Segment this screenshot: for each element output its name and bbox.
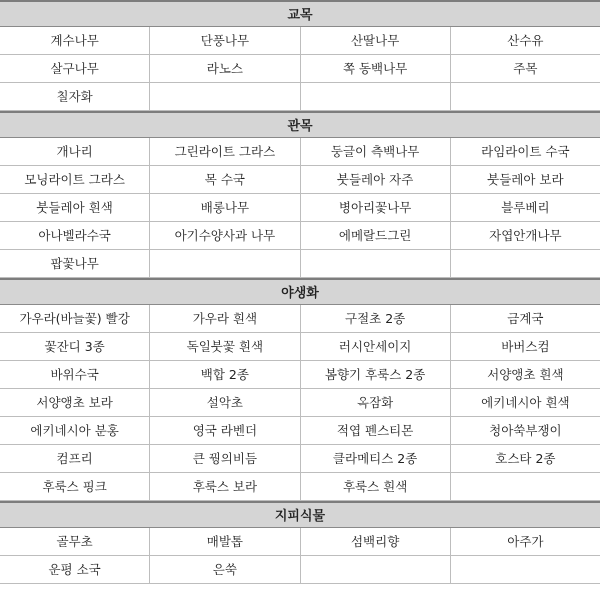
table-row [0, 333, 600, 361]
table-row [0, 138, 600, 166]
table-cell: 라임라이트 수국 [481, 144, 570, 159]
table-cell: 에키네시아 흰색 [481, 395, 570, 410]
table-cell [301, 556, 451, 583]
table-cell: 에키네시아 분홍 [0, 417, 150, 444]
table-cell [150, 83, 300, 110]
table-row [0, 361, 600, 389]
table-cell: 팝꽃나무 [0, 250, 150, 277]
table-cell: 쪽 동백나무 [301, 55, 451, 82]
table-cell: 붓들레아 흰색 [0, 194, 150, 221]
section-header: 야생화 [0, 278, 600, 305]
table-cell: 아기수양사과 나무 [150, 222, 300, 249]
table-row [0, 389, 600, 417]
table-cell: 개나리 [0, 138, 150, 165]
table-row [0, 417, 600, 445]
table-cell: 둥글이 측백나무 [301, 138, 451, 165]
table-cell [451, 473, 600, 500]
table-cell: 청아쑥부쟁이 [489, 423, 562, 438]
table-row [0, 556, 600, 584]
table-cell: 바위수국 [0, 361, 150, 388]
table-cell: 금계국 [507, 311, 544, 326]
table-cell: 가우라(바늘꽃) 빨강 [0, 305, 150, 332]
table-cell: 병아리꽃나무 [301, 194, 451, 221]
table-row [0, 473, 600, 501]
table-cell: 후룩스 핑크 [0, 473, 150, 500]
table-cell: 붓들레아 보라 [487, 172, 564, 187]
table-cell: 독일붓꽃 흰색 [150, 333, 300, 360]
table-row [0, 83, 600, 111]
table-cell [150, 250, 300, 277]
table-cell [301, 250, 451, 277]
table-cell: 서양앵초 흰색 [487, 367, 564, 382]
table-cell: 계수나무 [0, 27, 150, 54]
table-cell: 골무초 [0, 528, 150, 555]
table-cell: 큰 꿩의비듬 [150, 445, 300, 472]
table-row [0, 305, 600, 333]
table-cell: 백합 2종 [150, 361, 300, 388]
table-cell: 살구나무 [0, 55, 150, 82]
table-cell: 자엽안개나무 [489, 228, 562, 243]
table-row [0, 27, 600, 55]
table-cell: 아나벨라수국 [0, 222, 150, 249]
table-cell: 후룩스 흰색 [301, 473, 451, 500]
table-cell: 그린라이트 그라스 [150, 138, 300, 165]
table-cell: 영국 라벤더 [150, 417, 300, 444]
table-row [0, 222, 600, 250]
table-cell: 구절초 2종 [301, 305, 451, 332]
table-cell: 꽃잔디 3종 [0, 333, 150, 360]
table-cell: 옥잠화 [301, 389, 451, 416]
section-header: 지피식물 [0, 501, 600, 528]
table-cell [451, 250, 600, 277]
table-cell: 아주가 [507, 534, 544, 549]
table-cell: 서양앵초 보라 [0, 389, 150, 416]
table-cell [451, 556, 600, 583]
section-header: 관목 [0, 111, 600, 138]
table-cell: 단풍나무 [150, 27, 300, 54]
table-cell: 은쑥 [150, 556, 300, 583]
table-cell: 적엽 펜스티몬 [301, 417, 451, 444]
table-row [0, 528, 600, 556]
table-cell: 라노스 [150, 55, 300, 82]
table-cell: 산딸나무 [301, 27, 451, 54]
table-cell: 매발톱 [150, 528, 300, 555]
table-row [0, 166, 600, 194]
table-cell: 호스타 2종 [495, 451, 556, 466]
table-cell: 붓들레아 자주 [301, 166, 451, 193]
table-cell: 러시안세이지 [301, 333, 451, 360]
table-cell: 바버스컴 [501, 339, 550, 354]
table-cell: 섬백리향 [301, 528, 451, 555]
table-cell: 목 수국 [150, 166, 300, 193]
table-cell: 설악초 [150, 389, 300, 416]
table-cell: 블루베리 [501, 200, 550, 215]
table-cell: 모닝라이트 그라스 [0, 166, 150, 193]
table-cell: 배롱나무 [150, 194, 300, 221]
table-row [0, 445, 600, 473]
table-cell: 산수유 [507, 33, 544, 48]
table-cell: 후룩스 보라 [150, 473, 300, 500]
table-cell [451, 83, 600, 110]
table-cell: 운평 소국 [0, 556, 150, 583]
table-cell: 클라메티스 2종 [301, 445, 451, 472]
section-header: 교목 [0, 0, 600, 27]
table-cell: 컴프리 [0, 445, 150, 472]
table-row [0, 194, 600, 222]
table-cell: 가우라 흰색 [150, 305, 300, 332]
table-row [0, 250, 600, 278]
table-cell: 주목 [513, 61, 538, 76]
table-cell: 칠자화 [0, 83, 150, 110]
table-cell: 에메랄드그린 [301, 222, 451, 249]
table-row [0, 55, 600, 83]
table-cell: 봄향기 후룩스 2종 [301, 361, 451, 388]
table-cell [301, 83, 451, 110]
